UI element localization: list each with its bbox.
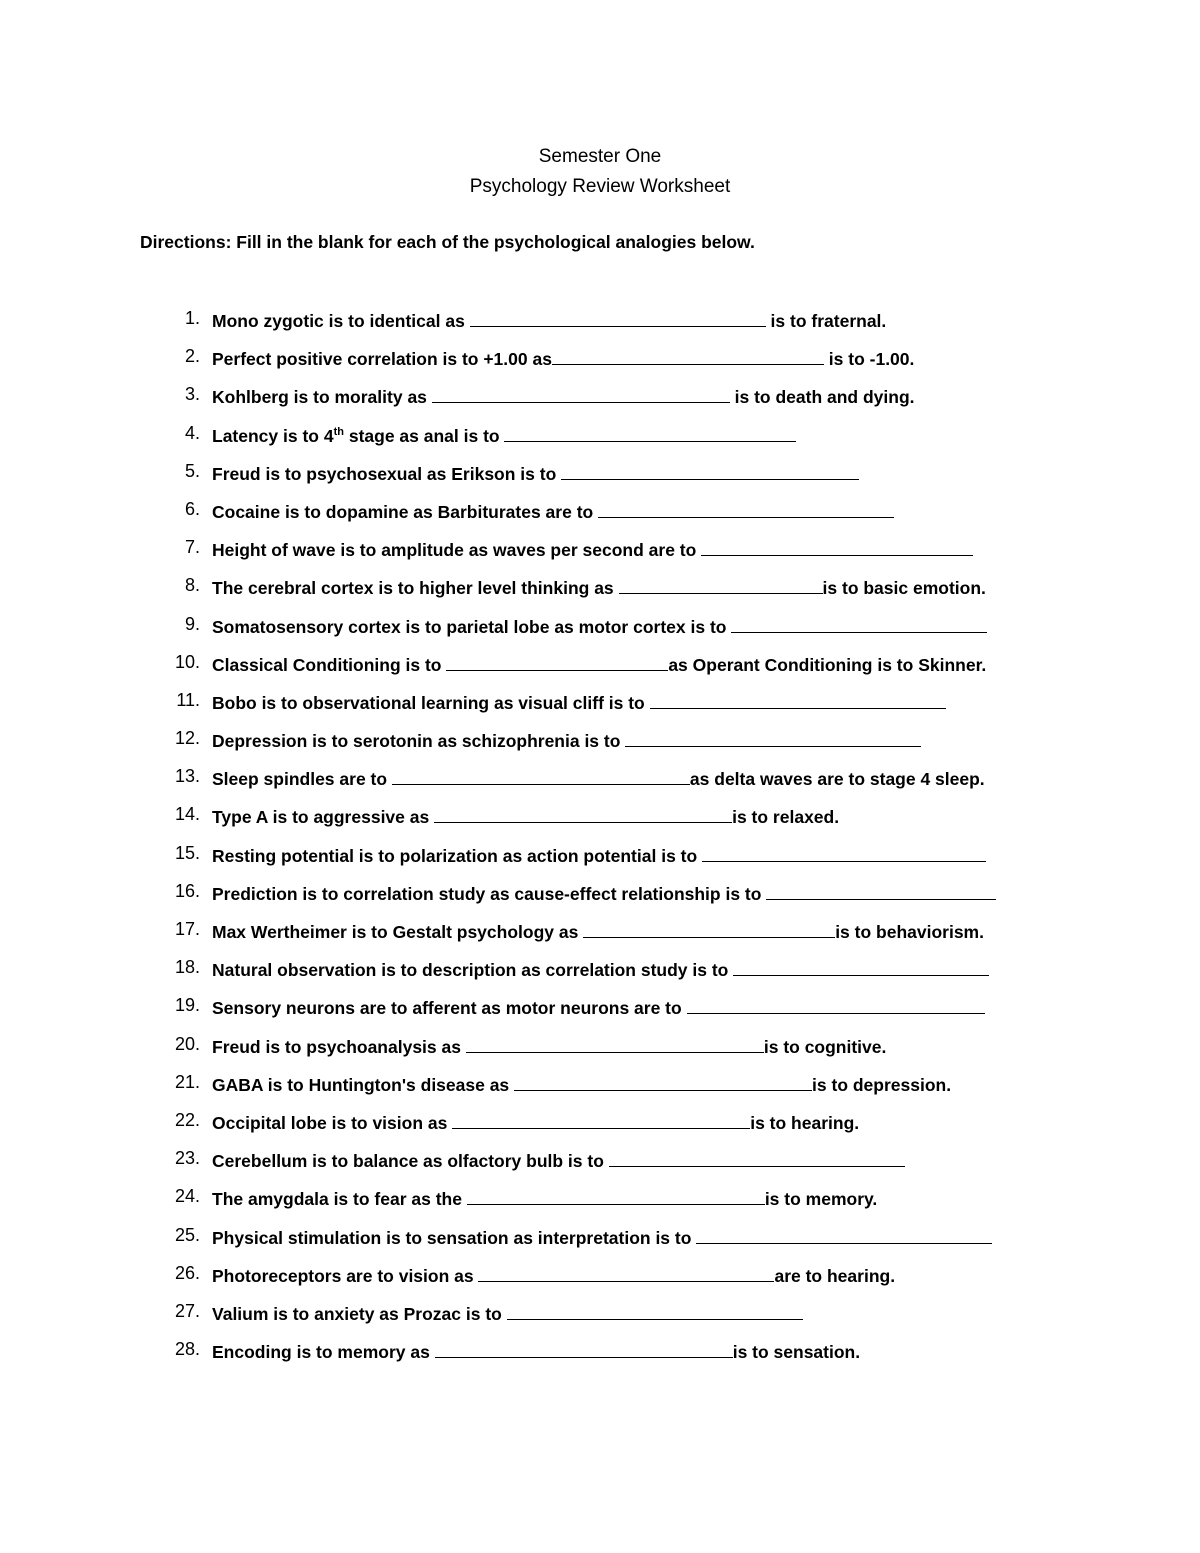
ordinal-suffix: th xyxy=(333,425,344,438)
question-number: 9. xyxy=(184,613,200,634)
question-prompt: Type A is to aggressive as xyxy=(212,807,435,828)
question-prompt: Freud is to psychosexual as Erikson is to xyxy=(212,463,562,484)
answer-blank[interactable] xyxy=(701,538,973,556)
question-number: 23. xyxy=(174,1148,200,1169)
question-prompt: Encoding is to memory as xyxy=(212,1342,435,1363)
question-prompt: Somatosensory cortex is to parietal lobe as motor cortex is to xyxy=(212,616,732,637)
question-text xyxy=(212,500,894,523)
question-suffix: are to hearing. xyxy=(774,1265,896,1286)
question-prompt: Mono zygotic is to identical as xyxy=(212,311,470,331)
question-number: 12. xyxy=(174,728,200,749)
question-suffix: is to sensation. xyxy=(732,1342,861,1363)
question-prompt: Latency is to 4 xyxy=(212,425,334,446)
question-number: 2. xyxy=(184,346,200,367)
question-text xyxy=(212,309,886,332)
question-prompt: Sleep spindles are to xyxy=(212,769,392,790)
question-text xyxy=(212,347,914,370)
question-text xyxy=(212,805,839,828)
question-text xyxy=(212,1149,905,1172)
answer-blank[interactable] xyxy=(766,882,996,900)
question-text xyxy=(212,1035,886,1058)
question-number: 14. xyxy=(174,804,200,825)
answer-blank[interactable] xyxy=(733,958,989,976)
question-prompt-continued: stage as anal is to xyxy=(343,425,505,446)
question-text xyxy=(212,1340,860,1363)
question-text xyxy=(212,844,986,867)
question-number: 20. xyxy=(174,1033,200,1054)
answer-blank[interactable] xyxy=(514,1073,812,1091)
question-text xyxy=(212,462,859,485)
question-prompt: Freud is to psychoanalysis as xyxy=(212,1036,466,1057)
answer-blank[interactable] xyxy=(432,385,730,403)
question-prompt: Kohlberg is to morality as xyxy=(212,387,432,408)
question-text xyxy=(212,424,796,447)
question-suffix: is to behaviorism. xyxy=(835,922,984,942)
question-prompt: Photoreceptors are to vision as xyxy=(212,1265,479,1286)
question-prompt: Occipital lobe is to vision as xyxy=(212,1112,453,1133)
question-text xyxy=(212,576,986,599)
answer-blank[interactable] xyxy=(583,920,835,938)
question-number: 28. xyxy=(174,1339,200,1360)
answer-blank[interactable] xyxy=(552,347,824,365)
question-prompt: The amygdala is to fear as the xyxy=(212,1189,467,1210)
answer-blank[interactable] xyxy=(619,576,823,594)
worksheet-header xyxy=(0,142,1200,202)
question-text xyxy=(212,729,921,752)
question-number: 22. xyxy=(174,1109,200,1130)
question-number: 5. xyxy=(184,460,200,481)
semester-title: Semester One xyxy=(538,146,662,167)
answer-blank[interactable] xyxy=(392,767,690,785)
question-text xyxy=(212,920,984,943)
question-text xyxy=(212,767,985,790)
answer-blank[interactable] xyxy=(650,691,946,709)
directions-text: Fill in the blank for each of the psychological analogies below. xyxy=(231,232,755,252)
question-prompt: Resting potential is to polarization as action potential is to xyxy=(212,845,703,866)
answer-blank[interactable] xyxy=(435,1340,733,1358)
question-text xyxy=(212,882,996,905)
answer-blank[interactable] xyxy=(434,805,732,823)
answer-blank[interactable] xyxy=(446,653,668,671)
question-number: 24. xyxy=(174,1186,200,1207)
answer-blank[interactable] xyxy=(507,1302,803,1320)
question-suffix: is to death and dying. xyxy=(729,387,915,408)
question-number: 27. xyxy=(174,1300,200,1321)
question-number: 8. xyxy=(184,575,200,596)
question-text xyxy=(212,1111,859,1134)
question-suffix: is to relaxed. xyxy=(732,807,840,828)
question-text xyxy=(212,996,985,1019)
answer-blank[interactable] xyxy=(504,424,796,442)
question-prompt: Cocaine is to dopamine as Barbiturates are to xyxy=(212,501,599,522)
answer-blank[interactable] xyxy=(467,1187,765,1205)
question-number: 11. xyxy=(176,689,200,710)
question-number: 7. xyxy=(184,537,200,558)
question-text xyxy=(212,1073,951,1096)
question-suffix: is to cognitive. xyxy=(763,1036,887,1057)
question-number: 25. xyxy=(174,1224,200,1245)
question-suffix: is to memory. xyxy=(764,1189,878,1210)
question-prompt: Bobo is to observational learning as visual cliff is to xyxy=(212,692,650,713)
question-number: 15. xyxy=(174,842,200,863)
question-prompt: Classical Conditioning is to xyxy=(212,654,447,675)
answer-blank[interactable] xyxy=(687,996,985,1014)
answer-blank[interactable] xyxy=(452,1111,750,1129)
question-prompt: Max Wertheimer is to Gestalt psychology as xyxy=(212,922,584,942)
directions xyxy=(140,232,755,253)
question-number: 13. xyxy=(174,766,200,787)
question-suffix: is to basic emotion. xyxy=(822,578,986,599)
question-prompt: Natural observation is to description as correlation study is to xyxy=(212,960,734,981)
question-number: 17. xyxy=(174,919,200,939)
question-text xyxy=(212,615,987,638)
question-text xyxy=(212,385,915,408)
question-text xyxy=(212,1302,803,1325)
directions-label: Directions: xyxy=(140,232,232,252)
question-prompt: Prediction is to correlation study as cause-effect relationship is to xyxy=(212,883,767,904)
question-number: 6. xyxy=(184,498,200,519)
question-suffix: as delta waves are to stage 4 sleep. xyxy=(689,769,985,790)
question-prompt: Perfect positive correlation is to +1.00 as xyxy=(212,349,552,370)
question-prompt: Sensory neurons are to afferent as motor neurons are to xyxy=(212,998,687,1019)
question-number: 16. xyxy=(174,880,200,901)
question-number: 19. xyxy=(174,995,200,1016)
answer-blank[interactable] xyxy=(702,844,986,862)
answer-blank[interactable] xyxy=(478,1264,774,1282)
answer-blank[interactable] xyxy=(466,1035,764,1053)
question-suffix: is to -1.00. xyxy=(823,349,915,370)
question-text xyxy=(212,538,973,561)
question-number: 1. xyxy=(184,308,200,328)
answer-blank[interactable] xyxy=(731,615,987,633)
answer-blank[interactable] xyxy=(470,309,766,327)
question-number: 21. xyxy=(174,1071,200,1092)
question-text xyxy=(212,1226,992,1249)
question-prompt: Cerebellum is to balance as olfactory bulb is to xyxy=(212,1151,609,1172)
question-number: 3. xyxy=(184,384,200,405)
question-prompt: Depression is to serotonin as schizophrenia is to xyxy=(212,731,626,752)
question-prompt: GABA is to Huntington's disease as xyxy=(212,1074,515,1095)
answer-blank[interactable] xyxy=(696,1226,992,1244)
worksheet-title: Psychology Review Worksheet xyxy=(469,176,731,197)
answer-blank[interactable] xyxy=(625,729,921,747)
question-prompt: Height of wave is to amplitude as waves per second are to xyxy=(212,540,702,561)
question-suffix: as Operant Conditioning is to Skinner. xyxy=(668,654,987,675)
question-prompt: Valium is to anxiety as Prozac is to xyxy=(212,1303,507,1324)
question-number: 10. xyxy=(174,651,200,672)
question-number: 4. xyxy=(184,422,200,443)
question-prompt: Physical stimulation is to sensation as interpretation is to xyxy=(212,1227,697,1248)
question-suffix: is to fraternal. xyxy=(765,311,887,331)
answer-blank[interactable] xyxy=(598,500,894,518)
question-number: 26. xyxy=(174,1262,200,1283)
question-text xyxy=(212,958,989,981)
question-text xyxy=(212,653,986,676)
answer-blank[interactable] xyxy=(609,1149,905,1167)
question-number: 18. xyxy=(174,957,200,978)
question-suffix: is to hearing. xyxy=(750,1112,860,1133)
question-text xyxy=(212,691,946,714)
question-text xyxy=(212,1187,877,1210)
question-suffix: is to depression. xyxy=(812,1074,952,1095)
question-text xyxy=(212,1264,895,1287)
answer-blank[interactable] xyxy=(561,462,859,480)
question-prompt: The cerebral cortex is to higher level thinking as xyxy=(212,578,619,599)
